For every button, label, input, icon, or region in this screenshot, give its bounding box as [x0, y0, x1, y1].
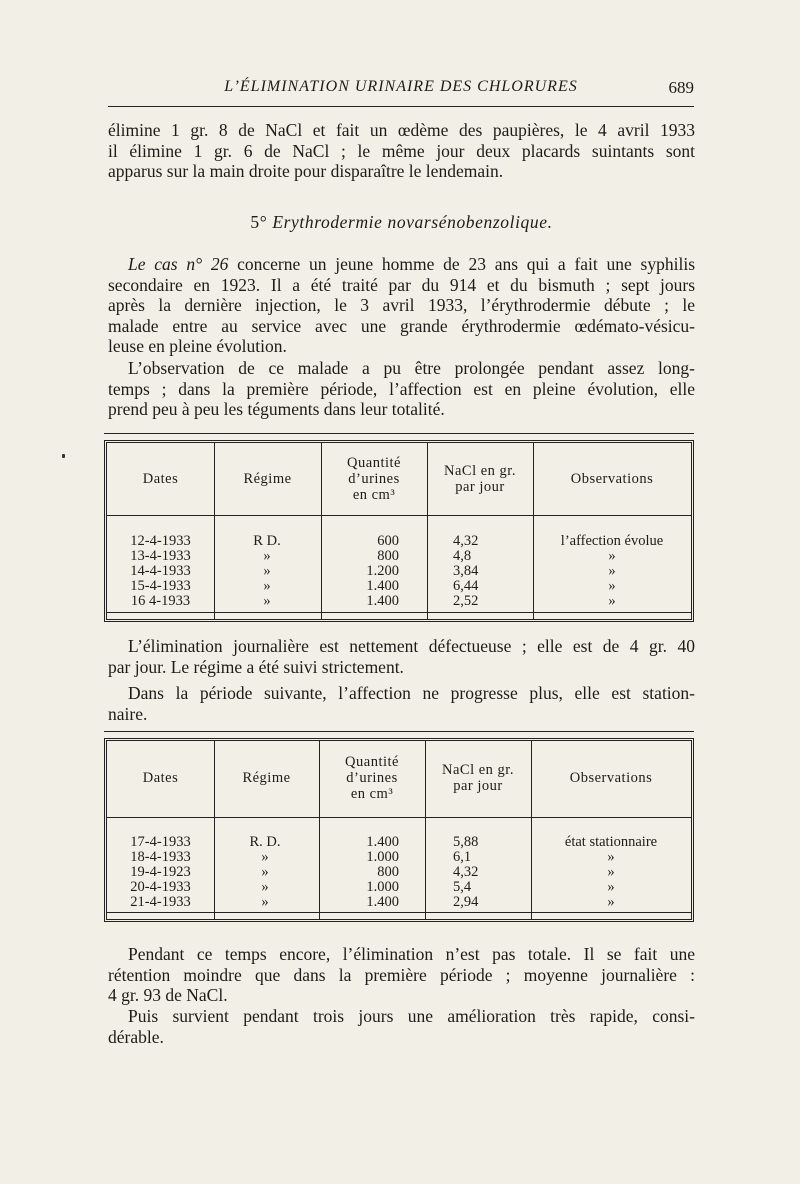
text-line: Puis survient pendant trois jours une amélioration très rapide, consi-: [128, 1006, 695, 1026]
header-regime: Régime: [242, 770, 291, 786]
page-number: 689: [668, 78, 694, 97]
paragraph-1: [108, 120, 695, 182]
header-observations: Observations: [569, 770, 653, 786]
cell-nacl: 4,8: [453, 548, 472, 564]
cell-date: 14-4-1933: [130, 563, 191, 579]
text-line: il élimine 1 gr. 6 de NaCl ; le même jour deux placards suintants sont: [108, 140, 695, 161]
cell-nacl: 2,94: [453, 894, 479, 910]
text-line: prend peu à peu les téguments dans leur totalité.: [108, 399, 445, 419]
text-line: leuse en pleine évolution.: [108, 336, 287, 356]
text-line-rest: concerne un jeune homme de 23 ans qui a fait une syphilis: [228, 254, 695, 274]
table-2: [104, 738, 694, 922]
cell-quantite: 1.400: [366, 834, 399, 850]
running-title: L’ÉLIMINATION URINAIRE DES CHLORURES: [224, 78, 578, 95]
text-line: [108, 254, 695, 275]
text-line: rétention moindre que dans la première période ; moyenne journalière :: [108, 964, 695, 985]
cell-quantite: 1.000: [366, 879, 399, 895]
section-heading: [108, 212, 695, 233]
header-nacl: NaCl en gr. par jour: [444, 463, 516, 495]
header-nacl: NaCl en gr. par jour: [442, 762, 514, 794]
print-speck: [62, 454, 65, 458]
cell-nacl: 5,88: [453, 834, 479, 850]
cell-date: 18-4-1933: [130, 849, 191, 865]
cell-regime: »: [263, 548, 271, 564]
cell-regime: »: [261, 894, 269, 910]
cell-quantite: 800: [377, 548, 399, 564]
text-line: L’observation de ce malade a pu être prolongée pendant assez long-: [128, 358, 695, 378]
cell-date: 16 4-1933: [130, 593, 191, 609]
cell-regime: »: [261, 849, 269, 865]
cell-date: 12-4-1933: [130, 533, 191, 549]
table-1: [104, 440, 694, 622]
header-rule: [107, 817, 691, 818]
cell-quantite: 600: [377, 533, 399, 549]
paragraph-6: [108, 944, 695, 1006]
cell-date: 19-4-1923: [130, 864, 191, 880]
cell-quantite: 1.200: [366, 563, 399, 579]
cell-quantite: 1.400: [366, 593, 399, 609]
cell-date: 21-4-1933: [130, 894, 191, 910]
cell-regime: »: [261, 864, 269, 880]
section-number: 5°: [250, 212, 268, 232]
footer-rule: [107, 912, 691, 913]
cell-date: 13-4-1933: [130, 548, 191, 564]
cell-quantite: 800: [377, 864, 399, 880]
cell-quantite: 1.400: [366, 578, 399, 594]
text-line: L’élimination journalière est nettement défectueuse ; elle est de 4 gr. 40: [128, 636, 695, 656]
text-line: après la dernière injection, le 3 avril 1933, l’érythrodermie débute ; le: [108, 295, 695, 315]
cell-observation: »: [607, 864, 615, 880]
text-line: Dans la période suivante, l’affection ne progresse plus, elle est station-: [128, 683, 695, 703]
cell-regime: »: [263, 563, 271, 579]
cell-date: 15-4-1933: [130, 578, 191, 594]
text-line: Pendant ce temps encore, l’élimination n’est pas totale. Il se fait une: [128, 944, 695, 964]
text-line: par jour. Le régime a été suivi strictement.: [108, 656, 404, 677]
cell-nacl: 2,52: [453, 593, 479, 609]
text-line: dérable.: [108, 1026, 164, 1047]
cell-nacl: 6,44: [453, 578, 479, 594]
paragraph-5: [108, 683, 695, 724]
header-rule: [108, 106, 694, 107]
cell-date: 17-4-1933: [130, 834, 191, 850]
section-title: Erythrodermie novarsénobenzolique.: [272, 212, 553, 232]
cell-observation: »: [607, 894, 615, 910]
text-line: secondaire en 1923. Il a été traité par du 914 et du bismuth ; sept jours: [108, 274, 695, 295]
paragraph-3: [108, 358, 695, 420]
text-line: naire.: [108, 703, 148, 724]
cell-regime: »: [263, 578, 271, 594]
text-line: 4 gr. 93 de NaCl.: [108, 985, 228, 1005]
cell-regime: R D.: [253, 533, 281, 549]
cell-quantite: 1.400: [366, 894, 399, 910]
table-top-rule: [104, 731, 694, 732]
footer-rule: [107, 612, 691, 613]
cell-date: 20-4-1933: [130, 879, 191, 895]
cell-observation: »: [608, 548, 616, 564]
cell-observation: l’affection évolue: [560, 533, 664, 549]
text-line: malade entre au service avec une grande érythrodermie œdémato-vésicu-: [108, 315, 695, 336]
cell-nacl: 5,4: [453, 879, 472, 895]
paragraph-7: [108, 1006, 695, 1047]
header-rule: [107, 515, 691, 516]
cell-regime: »: [263, 593, 271, 609]
cell-nacl: 6,1: [453, 849, 472, 865]
cell-observation: »: [607, 849, 615, 865]
header-quantite: Quantité d’urines en cm³: [345, 754, 399, 802]
header-observations: Observations: [570, 471, 654, 487]
paragraph-4: [108, 636, 695, 677]
cell-nacl: 3,84: [453, 563, 479, 579]
header-quantite: Quantité d’urines en cm³: [347, 455, 401, 503]
header-regime: Régime: [243, 471, 292, 487]
text-line: élimine 1 gr. 8 de NaCl et fait un œdème des paupières, le 4 avril 1933: [108, 120, 695, 140]
running-header: [108, 76, 694, 102]
cell-observation: »: [607, 879, 615, 895]
case-reference: Le cas n° 26: [128, 254, 229, 274]
cell-regime: »: [261, 879, 269, 895]
cell-observation: »: [608, 563, 616, 579]
paragraph-2: [108, 254, 695, 357]
cell-nacl: 4,32: [453, 533, 479, 549]
header-dates: Dates: [142, 770, 179, 786]
cell-nacl: 4,32: [453, 864, 479, 880]
table-top-rule: [104, 433, 694, 434]
text-line: temps ; dans la première période, l’affection est en pleine évolution, elle: [108, 378, 695, 399]
cell-observation: état stationnaire: [564, 834, 658, 850]
cell-observation: »: [608, 578, 616, 594]
text-line: apparus sur la main droite pour disparaître le lendemain.: [108, 161, 504, 181]
cell-observation: »: [608, 593, 616, 609]
cell-regime: R. D.: [249, 834, 281, 850]
header-dates: Dates: [142, 471, 179, 487]
cell-quantite: 1.000: [366, 849, 399, 865]
